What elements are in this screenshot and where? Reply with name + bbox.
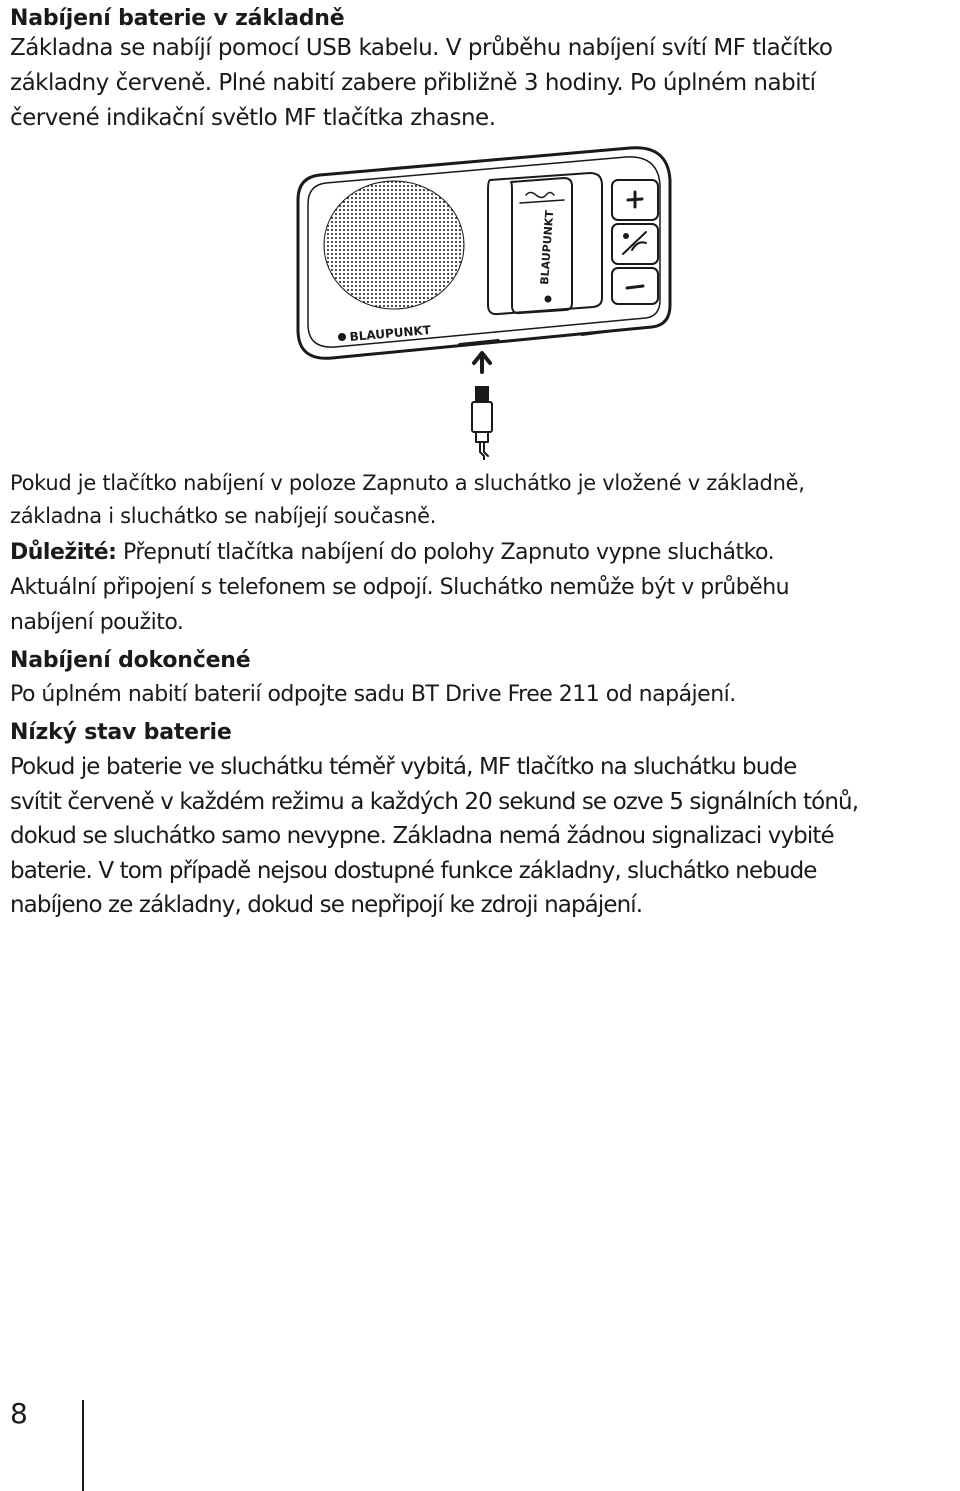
important-text: Přepnutí tlačítka nabíjení do polohy Zapnuto vypne sluchátko. (116, 540, 775, 565)
text-line: základna i sluchátko se nabíjejí současně. (10, 504, 437, 528)
base-brand-logo (338, 323, 432, 344)
speakerphone-charging-illustration (290, 140, 680, 460)
important-label: Důležité: (10, 540, 117, 565)
paragraph-important (10, 535, 958, 640)
handset-brand-label (538, 209, 556, 302)
heading-low-battery: Nízký stav baterie (10, 720, 232, 745)
text-line: nabíjení použito. (10, 610, 184, 635)
text-line: nabíjeno ze základny, dokud se nepřipojí ke zdroji napájení. (10, 892, 643, 918)
text-line: Aktuální připojení s telefonem se odpojí. Sluchátko nemůže být v průběhu (10, 575, 790, 600)
text-line: Pokud je tlačítko nabíjení v poloze Zapnuto a sluchátko je vložené v základně, (10, 471, 805, 495)
control-buttons (612, 180, 658, 304)
page-number: 8 (10, 1397, 28, 1430)
svg-text:BLAUPUNKT: BLAUPUNKT (349, 322, 432, 344)
heading-charging-done: Nabíjení dokončené (10, 648, 251, 673)
mf-button (612, 224, 658, 264)
text-line: svítit červeně v každém režimu a každých 20 sekund se ozve 5 signálních tónů, (10, 788, 859, 815)
usb-cable (472, 353, 492, 460)
text-line: základny červeně. Plné nabití zabere přibližně 3 hodiny. Po úplném nabití (10, 70, 816, 96)
heading-charging-base: Nabíjení baterie v základně (10, 6, 345, 31)
svg-text:BLAUPUNKT: BLAUPUNKT (538, 209, 557, 286)
text-line: Pokud je baterie ve sluchátku téměř vybitá, MF tlačítko na sluchátku bude (10, 754, 797, 780)
paragraph-low-battery (10, 750, 958, 923)
text-line: červené indikační světlo MF tlačítka zhasne. (10, 105, 496, 131)
text-line: dokud se sluchátko samo nevypne. Základna nemá žádnou signalizaci vybité (10, 823, 834, 849)
text-line: baterie. V tom případě nejsou dostupné funkce základny, sluchátko nebude (10, 857, 817, 884)
text-line: Základna se nabíjí pomocí USB kabelu. V průběhu nabíjení svítí MF tlačítko (10, 35, 833, 61)
page-divider (82, 1400, 84, 1491)
paragraph-charging-done: Po úplném nabití baterií odpojte sadu BT Drive Free 211 od napájení. (10, 682, 736, 707)
speaker-grille (324, 181, 464, 309)
paragraph-charging-base (10, 31, 958, 136)
paragraph-simultaneous-charging (10, 467, 958, 533)
text-line (10, 535, 958, 570)
